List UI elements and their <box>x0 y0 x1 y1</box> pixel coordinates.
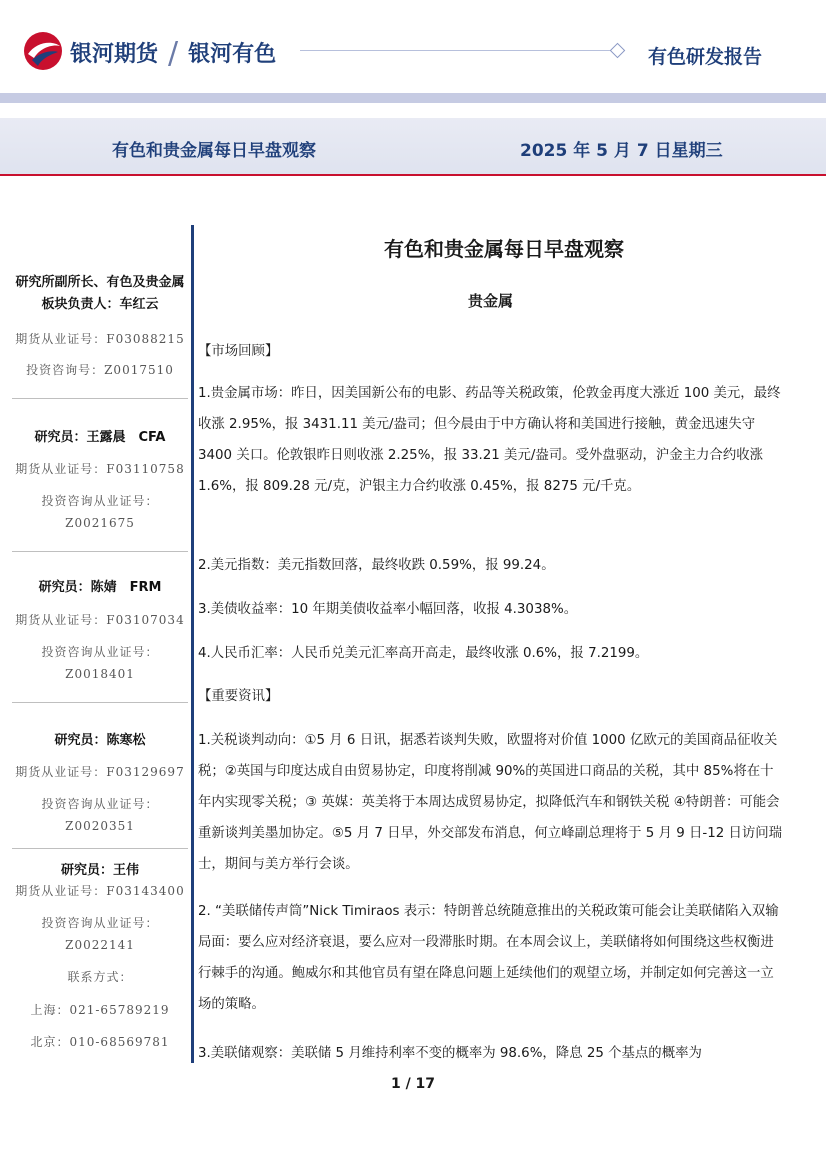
paragraph-precious-metals: 1.贵金属市场：昨日，因美国新公布的电影、药品等关税政策，伦敦金再度大涨近 100 美元，最终收涨 2.95%，报 3431.11 美元/盎司；但今晨由于中方确认将和美国进行接触，黄金迅速失守 3400 关口。伦敦银昨日则收涨 2.25%，报 33.21 美元/盎司。受外盘驱动，沪金主力合约收涨 1.6%，报 809.28 元/克，沪银主力合约收涨 0.45%，报 8275 元/千克。 <box>198 386 781 494</box>
lead-researcher-title: 研究所副所长、有色及贵金属板块负责人：车红云 <box>15 275 185 312</box>
lead-license: 期货从业证号：F03088215 <box>15 332 185 346</box>
researcher-2-consult-label: 投资咨询从业证号： <box>41 645 159 659</box>
researcher-1-license: 期货从业证号：F03110758 <box>15 462 185 476</box>
sidebar-rule <box>12 848 188 849</box>
news-tariff: 1.关税谈判动向：①5 月 6 日讯，据悉若谈判失败，欧盟将对价值 1000 亿欧元的美国商品征收关税；②英国与印度达成自由贸易协定，印度将削减 90%的英国进口商品的关税，其中 85%将在十年内实现零关税；③ 英媒：英美将于本周达成贸易协定，拟降低汽车和钢铁关税 ④特朗普：可能会重新谈判美墨加协定。⑤5 月 7 日早，外交部发布消息，何立峰副总理将于 5 月 9 日-12 日访问瑞士，期间与美方举行会谈。 <box>198 733 783 872</box>
galaxy-futures-logo-icon <box>22 30 64 72</box>
header-band-top <box>0 93 826 103</box>
brand-name <box>70 34 276 69</box>
researcher-1-consult-label: 投资咨询从业证号： <box>41 494 159 508</box>
diamond-icon <box>610 43 626 59</box>
page-title: 有色和贵金属每日早盘观察 <box>384 237 624 261</box>
section-heading-market-review: 【市场回顾】 <box>198 344 279 359</box>
researcher-4-license: 期货从业证号：F03143400 <box>15 884 185 898</box>
researcher-4-name: 研究员：王伟 <box>60 863 139 878</box>
header-rule <box>300 50 610 51</box>
sidebar-rule <box>12 702 188 703</box>
brand-slash: / <box>168 36 179 71</box>
lead-consult: 投资咨询号：Z0017510 <box>26 363 174 377</box>
researcher-2-license: 期货从业证号：F03107034 <box>15 613 185 627</box>
contact-label: 联系方式： <box>67 970 133 984</box>
news-fed-watch: 3.美联储观察：美联储 5 月维持利率不变的概率为 98.6%，降息 25 个基点的概率为 <box>198 1046 702 1061</box>
researcher-4-consult-label: 投资咨询从业证号： <box>41 916 159 930</box>
report-type: 有色研发报告 <box>648 46 763 68</box>
page-number: 1 / 17 <box>390 1076 436 1092</box>
paragraph-treasury-yield: 3.美债收益率：10 年期美债收益率小幅回落，收报 4.3038%。 <box>198 602 578 617</box>
researcher-1-consult: Z0021675 <box>65 516 135 530</box>
paragraph-rmb-rate: 4.人民币汇率：人民币兑美元汇率高开高走，最终收涨 0.6%，报 7.2199。 <box>198 646 649 661</box>
brand-primary: 银河期货 <box>70 42 159 67</box>
sidebar-rule <box>12 551 188 552</box>
contact-shanghai: 上海：021-65789219 <box>30 1003 170 1017</box>
header-band-red-rule <box>0 174 826 176</box>
band-title: 有色和贵金属每日早盘观察 <box>112 141 316 161</box>
section-subtitle: 贵金属 <box>467 292 513 310</box>
researcher-4-consult: Z0022141 <box>65 938 135 952</box>
researcher-3-consult: Z0020351 <box>65 819 135 833</box>
researcher-2-consult: Z0018401 <box>65 667 135 681</box>
section-heading-news: 【重要资讯】 <box>198 689 279 704</box>
news-fed-mouthpiece: 2. “美联储传声筒”Nick Timiraos 表示：特朗普总统随意推出的关税政策可能会让美联储陷入双输局面：要么应对经济衰退，要么应对一段滞胀时期。在本周会议上，美联储将如何围绕这些权衡进行棘手的沟通。鲍威尔和其他官员有望在降息问题上延续他们的观望立场，并制定如何完善这一立场的策略。 <box>198 904 779 1012</box>
brand-secondary: 银河有色 <box>188 42 277 67</box>
paragraph-dollar-index: 2.美元指数：美元指数回落，最终收跌 0.59%，报 99.24。 <box>198 558 555 573</box>
researcher-2-name: 研究员：陈婧 FRM <box>38 580 162 595</box>
column-divider <box>191 225 194 1063</box>
contact-beijing: 北京：010-68569781 <box>30 1035 170 1049</box>
researcher-3-license: 期货从业证号：F03129697 <box>15 765 185 779</box>
researcher-3-name: 研究员：陈寒松 <box>54 733 146 748</box>
band-date: 2025 年 5 月 7 日星期三 <box>520 141 723 161</box>
researcher-3-consult-label: 投资咨询从业证号： <box>41 797 159 811</box>
researcher-1-name: 研究员：王露晨 CFA <box>34 430 166 445</box>
sidebar-rule <box>12 398 188 399</box>
